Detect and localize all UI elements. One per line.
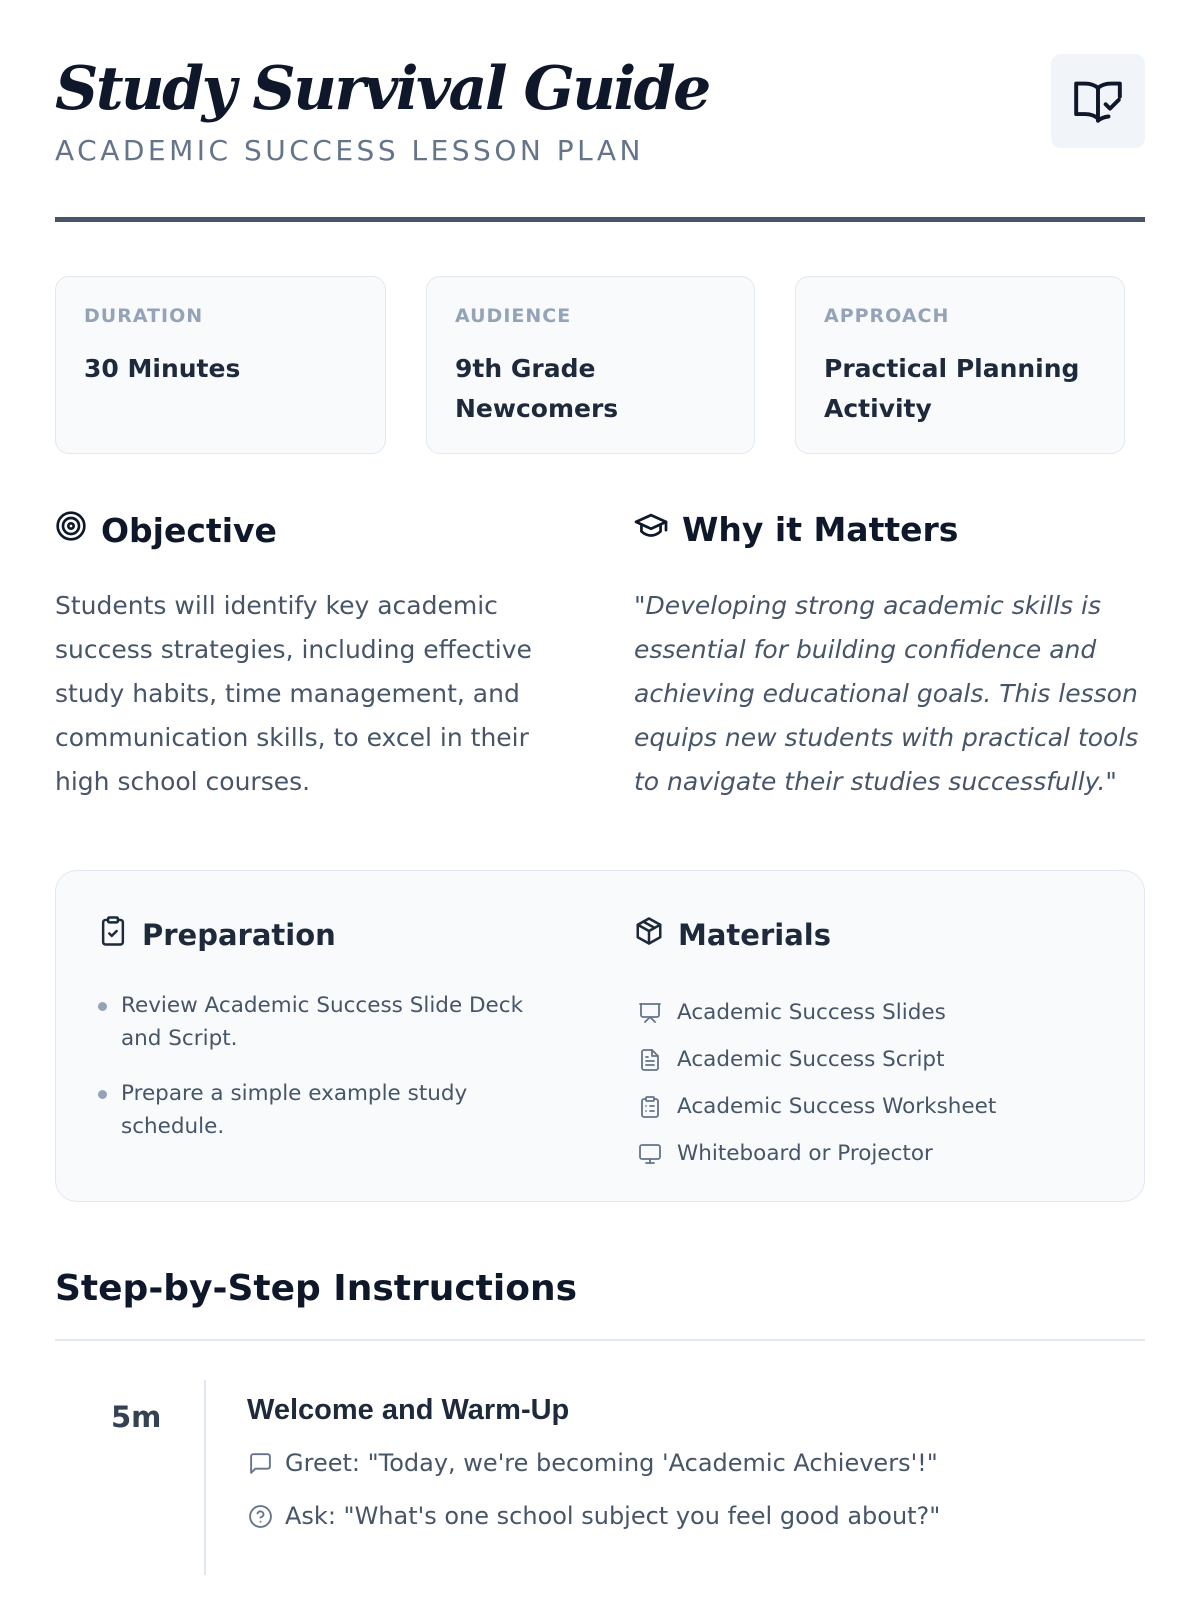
step-line-text: Ask: "What's one school subject you feel good about?" [285,1502,941,1530]
file-text-icon [637,1047,663,1073]
list-item [637,1036,996,1083]
book-open-check-icon [1051,54,1145,148]
card-value: 30 Minutes [84,354,241,383]
page-title: Study Survival Guide [55,54,709,124]
why-text: "Developing strong academic skills is essential for building confidence and achieving educational goals. This lesson equips new students with practical tools to navigate their studies successfully." [634,591,1139,796]
help-circle-icon [247,1503,273,1529]
duration-card [55,276,386,454]
monitor-icon [637,1141,663,1167]
card-value: 9th Grade Newcomers [455,354,619,423]
page-subtitle: ACADEMIC SUCCESS LESSON PLAN [55,134,644,167]
card-label: AUDIENCE [455,305,572,327]
material-label: Academic Success Slides [677,1000,946,1025]
clipboard-check-icon [98,915,128,954]
why-heading [634,510,958,549]
steps-title: Step-by-Step Instructions [55,1268,578,1309]
preparation-item-text: Prepare a simple example study schedule. [121,1081,468,1139]
card-label: APPROACH [824,305,950,327]
objective-heading [55,510,277,550]
materials-list [637,989,996,1177]
step-line-text: Greet: "Today, we're becoming 'Academic Achievers'!" [285,1449,938,1477]
header [55,0,1145,222]
objective-heading-text: Objective [101,510,277,550]
card-label: DURATION [84,305,204,327]
step-line-greet [247,1449,938,1477]
step-line-ask [247,1502,940,1530]
list-item [637,1083,996,1130]
presentation-icon [637,1000,663,1026]
package-icon [634,915,664,954]
list-item [96,989,556,1055]
preparation-list [96,989,556,1165]
clipboard-list-icon [637,1094,663,1120]
preparation-heading [98,915,336,954]
preparation-item-text: Review Academic Success Slide Deck and Script. [121,993,524,1051]
objective-text: Students will identify key academic success strategies, including effective study habits, time management, and communication skills, to excel in their high school courses. [55,591,532,796]
preparation-heading-text: Preparation [142,917,336,952]
step-title: Welcome and Warm-Up [247,1394,570,1426]
message-square-icon [247,1450,273,1476]
step-item [55,1380,1145,1580]
material-label: Academic Success Script [677,1047,945,1072]
info-cards [55,276,1145,454]
list-item [637,1130,996,1177]
bullet [98,1002,107,1011]
step-time: 5m [111,1400,162,1434]
material-label: Whiteboard or Projector [677,1141,933,1166]
step-timeline-line [204,1380,206,1575]
materials-heading [634,915,831,954]
graduation-cap-icon [634,510,668,549]
divider [55,1339,1145,1341]
target-icon [55,510,87,550]
bullet [98,1090,107,1099]
why-heading-text: Why it Matters [682,510,959,549]
card-value: Practical Planning Activity [824,354,1080,423]
material-label: Academic Success Worksheet [677,1094,997,1119]
audience-card [426,276,755,454]
materials-heading-text: Materials [678,917,831,952]
list-item [96,1077,556,1143]
approach-card [795,276,1125,454]
list-item [637,989,996,1036]
preparation-materials-box [55,870,1145,1202]
